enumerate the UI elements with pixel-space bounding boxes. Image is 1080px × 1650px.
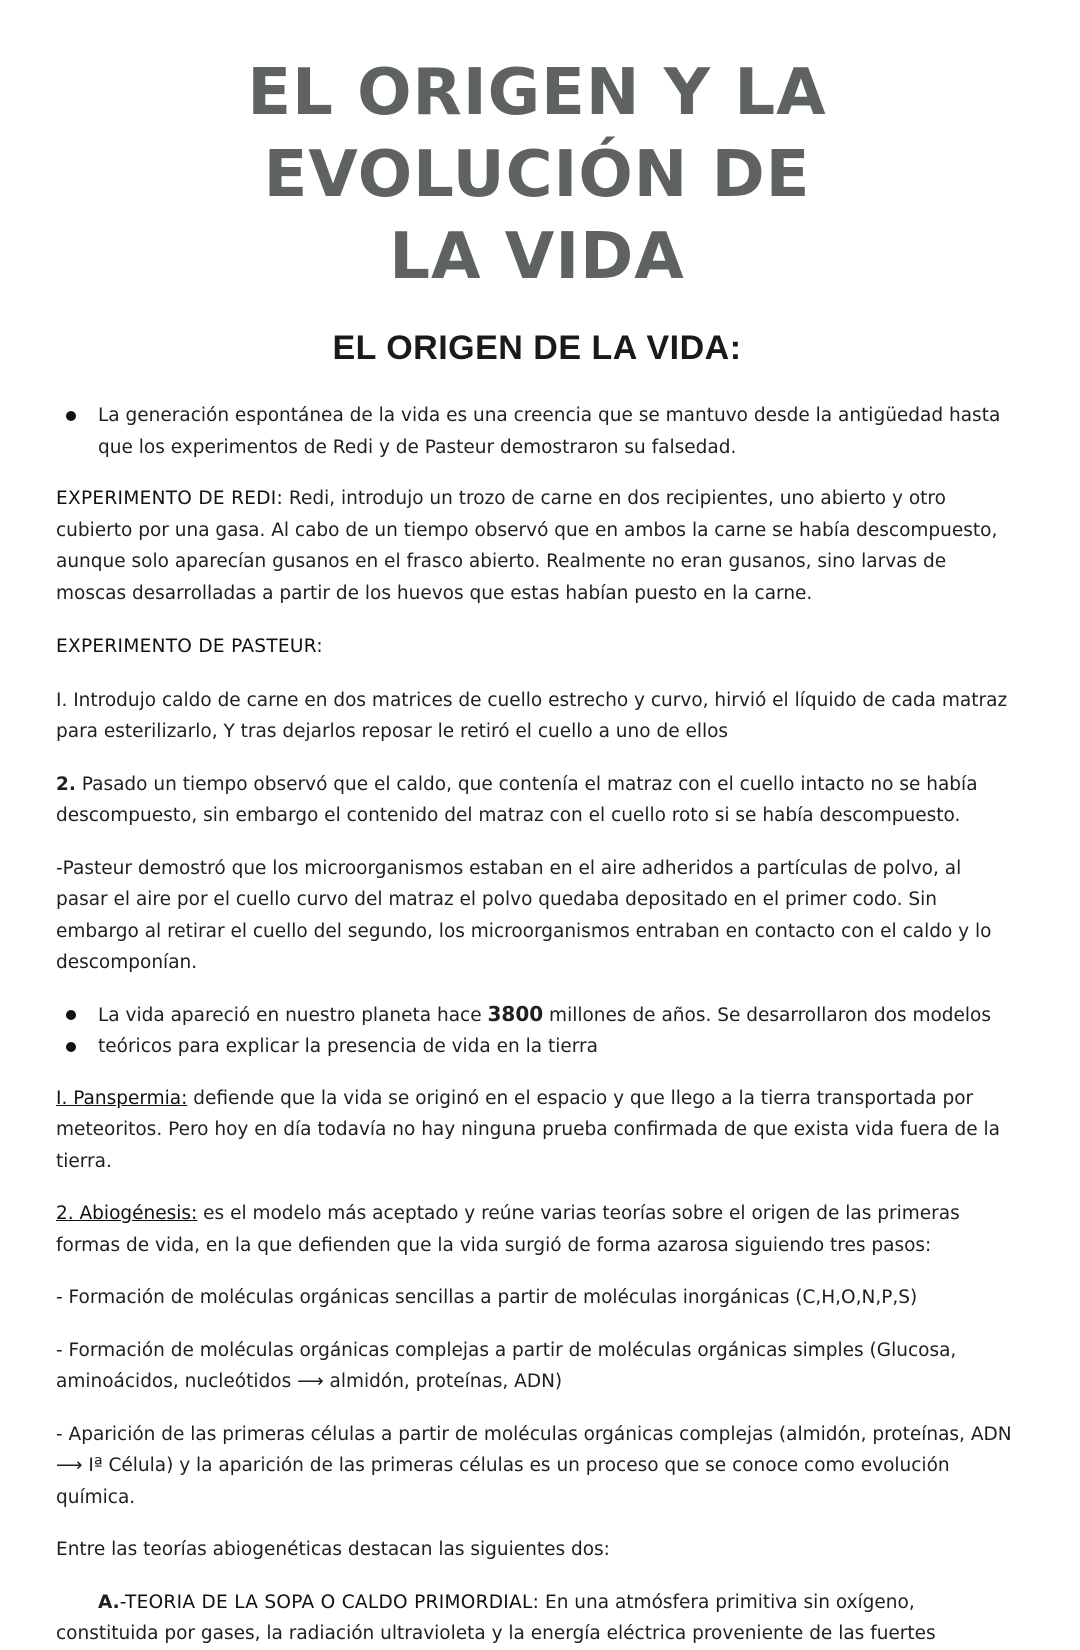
panspermia-text: defiende que la vida se originó en el espacio y que llego a la tierra transportada por meteoritos. Pero hoy en día todavía no hay ninguna prueba confirmada de que exista vida fuera de la tierra.: [56, 1087, 1000, 1172]
page-title: [56, 52, 1018, 298]
pasteur-step-2: [56, 769, 1018, 832]
abiogenesis-paragraph: [56, 1198, 1018, 1261]
bullet-text: La generación espontánea de la vida es una creencia que se mantuvo desde la antigüedad hasta que los experimentos de Redi y de Pasteur demostraron su falsedad.: [98, 405, 1001, 458]
list-item: [98, 999, 1018, 1032]
section-title: EL ORIGEN DE LA VIDA:: [332, 329, 742, 367]
theories-intro: Entre las teorías abiogenéticas destacan las siguientes dos:: [56, 1539, 610, 1560]
theory-a-letter: A.: [98, 1591, 120, 1613]
theory-a-text: En una atmósfera primitiva sin oxígeno, constituida por gases, la radiación ultravioleta y la energía eléctrica proveniente de las fuertes: [56, 1591, 936, 1644]
bullet-text: teóricos para explicar la presencia de vida en la tierra: [98, 1036, 598, 1057]
list-item: [98, 400, 1018, 463]
bullet-icon: [66, 1042, 76, 1052]
life-bullet-list: [56, 999, 1018, 1063]
redi-label: EXPERIMENTO DE REDI:: [56, 488, 284, 509]
redi-text: Redi, introdujo un trozo de carne en dos recipientes, uno abierto y otro cubierto por una gasa. Al cabo de un tiempo observó que en ambos la carne se había descompuesto, aunque solo aparecían gusanos en el frasco abierto. Realmente no eran gusanos, sino larvas de moscas desarrolladas a partir de los huevos que estas habían puesto en la carne.: [56, 488, 998, 604]
page-title-line-2: LA VIDA: [389, 220, 685, 294]
step-text: Pasado un tiempo observó que el caldo, que contenía el matraz con el cuello intacto no se había descompuesto, sin embargo el contenido del matraz con el cuello roto si se había descompuesto.: [56, 773, 978, 826]
step-number: 2.: [56, 773, 76, 795]
abiogenesis-step-1: - Formación de moléculas orgánicas sencillas a partir de moléculas inorgánicas (C,H,O,N,P,S): [56, 1287, 918, 1308]
intro-bullet-list: [56, 400, 1018, 463]
bullet-icon: [66, 411, 76, 421]
bullet-text-b: millones de años. Se desarrollaron dos modelos: [543, 1004, 992, 1026]
theory-a-label: -TEORIA DE LA SOPA O CALDO PRIMORDIAL:: [119, 1591, 540, 1613]
bullet-text-a: La vida apareció en nuestro planeta hace: [98, 1004, 488, 1026]
theory-a-paragraph: [56, 1587, 1018, 1650]
pasteur-step-1: I. Introdujo caldo de carne en dos matrices de cuello estrecho y curvo, hirvió el líquido de cada matraz para esterilizarlo, Y tras dejarlos reposar le retiró el cuello a uno de ellos: [56, 689, 1008, 742]
abiogenesis-step-3: - Aparición de las primeras células a partir de moléculas orgánicas complejas (almidón, proteínas, ADN ⟶ Iª Célula) y la aparición de las primeras células es un proceso que se conoce como evolución química.: [56, 1423, 1012, 1508]
list-item: [98, 1031, 1018, 1063]
years-number: 3800: [487, 1001, 544, 1026]
abiogenesis-label: 2. Abiogénesis:: [56, 1203, 198, 1224]
pasteur-heading: EXPERIMENTO DE PASTEUR:: [56, 636, 323, 657]
redi-paragraph: [56, 483, 1018, 609]
page-title-line-1: EL ORIGEN Y LA EVOLUCIÓN DE: [247, 56, 827, 212]
panspermia-label: I. Panspermia:: [56, 1087, 188, 1109]
abiogenesis-text: es el modelo más aceptado y reúne varias teorías sobre el origen de las primeras formas de vida, en la que defienden que la vida surgió de forma azarosa siguiendo tres pasos:: [56, 1203, 960, 1256]
pasteur-conclusion: -Pasteur demostró que los microorganismos estaban en el aire adheridos a partículas de polvo, al pasar el aire por el cuello curvo del matraz el polvo quedaba depositado en el primer codo. Sin embargo al retirar el cuello del segundo, los microorganismos entraban en contacto con el caldo y lo descomponían.: [56, 857, 992, 973]
bullet-icon: [66, 1010, 76, 1020]
panspermia-paragraph: [56, 1083, 1018, 1178]
abiogenesis-step-2: - Formación de moléculas orgánicas complejas a partir de moléculas orgánicas simples (Glucosa, aminoácidos, nucleótidos ⟶ almidón, proteínas, ADN): [56, 1339, 957, 1392]
